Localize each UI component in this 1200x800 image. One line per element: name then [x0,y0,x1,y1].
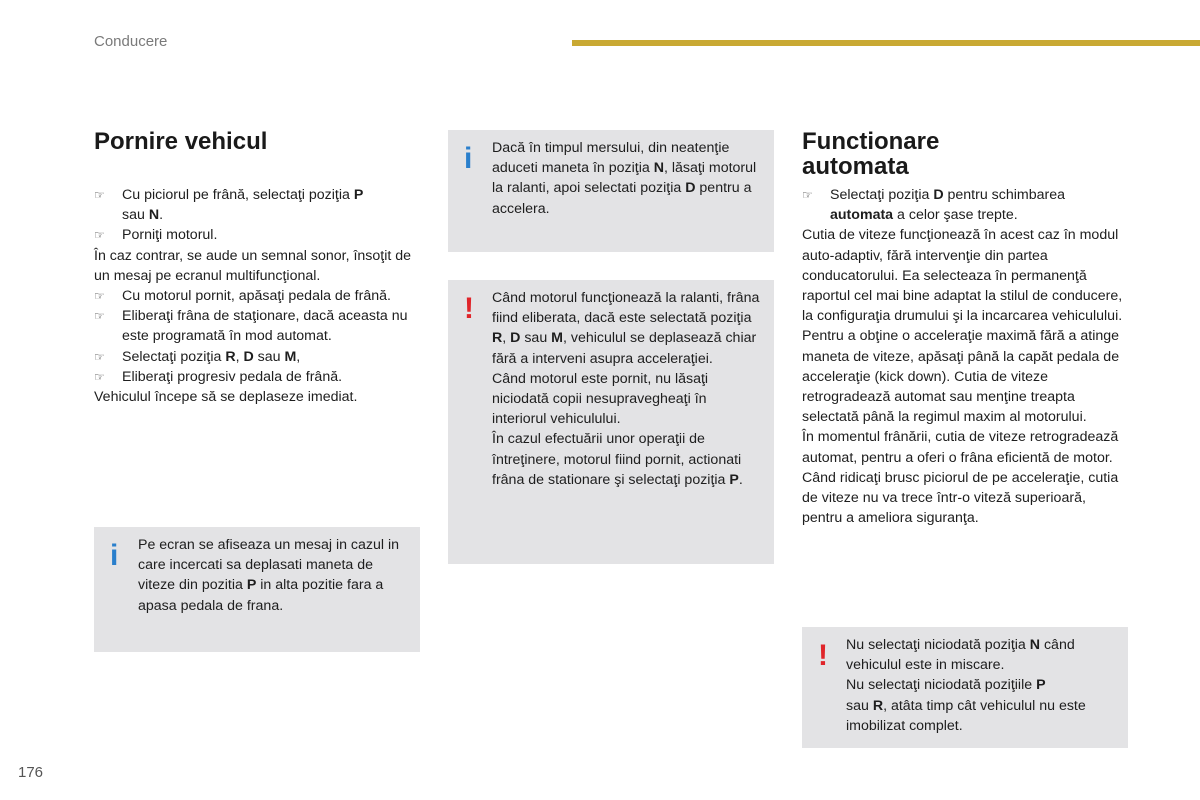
info-icon: i [110,539,119,572]
right-warning-note-text [846,635,1118,736]
paragraph: În momentul frânării, cutia de viteze retrogradează automat, pentru a oferi o frâna eficientă de motor. [802,429,1119,466]
right-title-line2: automata [802,153,909,180]
note-paragraph: În cazul efectuării unor operaţii de întreţinere, motorul fiind pornit, actionati frâna de stationare şi selectaţi poziţia P. [492,431,743,488]
right-content [802,185,1128,528]
bullet-text: Eliberaţi frâna de staţionare, dacă aceasta nu este programată în mod automat. [122,308,408,345]
note-paragraph: Când motorul este pornit, nu lăsaţi niciodată copii nesupravegheaţi în interiorul vehiculului. [492,370,709,428]
right-warning-note [802,627,1128,748]
warning-icon: ! [464,292,474,325]
section-label: Conducere [94,33,168,50]
pointing-hand-icon: ☞ [94,309,105,324]
middle-info-note-text: Dacă în timpul mersului, din neatenţie aduceti maneta în poziţia N, lăsaţi motorul la ralanti, apoi selectati poziţia D pentru a accelera. [492,140,757,217]
note-paragraph: Nu selectaţi niciodată poziţiile P sau R, atâta timp cât vehiculul nu este imobilizat complet. [846,677,1086,734]
left-title: Pornire vehicul [94,128,268,155]
bullet-item [94,306,424,346]
right-title-line1: Functionare [802,128,940,155]
middle-info-note [448,130,774,252]
left-info-note [94,527,420,652]
bullet-item [94,185,424,225]
middle-warning-note-text [492,288,764,490]
right-title [802,129,939,179]
header-accent-bar [572,40,1200,46]
paragraph: În caz contrar, se aude un semnal sonor, însoţit de un mesaj pe ecranul multifuncţional. [94,247,412,284]
bullet-text: Selectaţi poziţia R, D sau M, [122,348,301,365]
bullet-text: Porniţi motorul. [122,227,218,244]
pointing-hand-icon: ☞ [94,228,105,243]
bullet-text: Cu motorul pornit, apăsaţi pedala de frână. [122,288,391,305]
note-paragraph: Nu selectaţi niciodată poziţia N când vehiculul este in miscare. [846,637,1075,674]
paragraph: Vehiculul începe să se deplaseze imediat. [94,389,358,406]
paragraph: Pentru a obţine o acceleraţie maximă fără a atinge maneta de viteze, apăsaţi până la capăt pedala de acceleraţie (kick down). Cutia de viteze retrogradează automat sau menţine treapta selectată până la regimul maxim al motorului. [802,328,1120,426]
bullet-item [94,225,424,245]
bullet-item [94,347,424,367]
left-info-note-text: Pe ecran se afiseaza un mesaj in cazul in care incercati sa deplasati maneta de viteze din pozitia P in alta pozitie fara a apasa pedala de frana. [138,537,400,614]
pointing-hand-icon: ☞ [94,188,105,202]
pointing-hand-icon: ☞ [94,349,105,364]
pointing-hand-icon: ☞ [94,289,105,304]
bullet-item [802,185,1128,225]
info-icon: i [464,142,473,175]
left-content [94,185,424,407]
middle-warning-note [448,280,774,564]
paragraph: Când ridicaţi brusc piciorul de pe acceleraţie, cutia de viteze nu va trece într-o viteză superioară, pentru a ameliora siguranţa. [802,469,1119,527]
pointing-hand-icon: ☞ [94,369,105,384]
note-paragraph: Când motorul funcţionează la ralanti, frâna fiind eliberata, dacă este selectată poziţia R, D sau M, vehiculul se deplasează chiar fără a interveni asupra acceleraţiei. [492,290,760,367]
warning-icon: ! [818,639,828,672]
bullet-text: Eliberaţi progresiv pedala de frână. [122,368,343,385]
bullet-item [94,286,424,306]
paragraph: Cutia de viteze funcţionează în acest caz în modul auto-adaptiv, fără intervenţie din partea conducatorului. Ea selecteaza în permanenţă raportul cel mai bine adaptat la stilul de conducere, la configuraţia drumului şi la incarcarea vehiculului. [802,227,1123,325]
bullet-text: Cu piciorul pe frână, selectaţi poziţia P sau N. [122,187,364,224]
bullet-item [94,367,424,387]
bullet-text: Selectaţi poziţia D pentru schimbarea automata a celor şase trepte. [830,187,1066,224]
pointing-hand-icon: ☞ [802,188,813,202]
page-number: 176 [18,764,44,781]
